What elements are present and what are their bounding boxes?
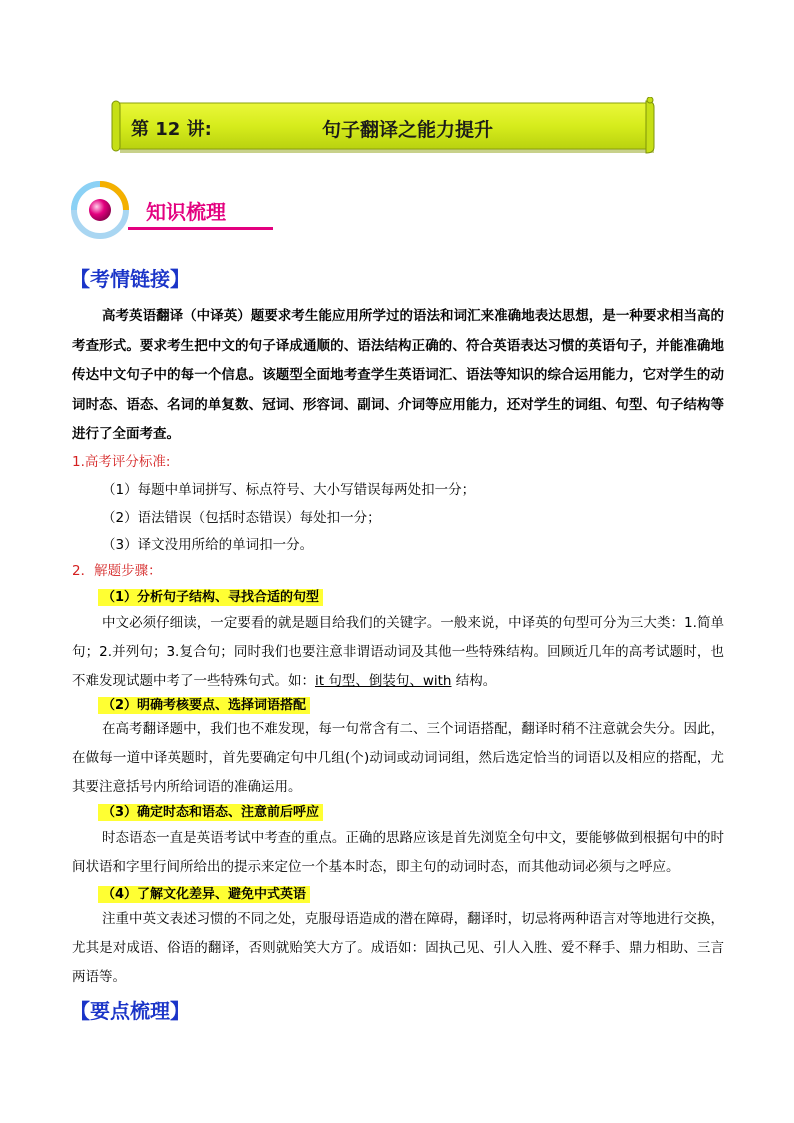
exam-section-heading: 【考情链接】 bbox=[70, 267, 190, 291]
step-text: 中文必须仔细读，一定要看的就是题目给我们的关键字。一般来说，中译英的句型可分为三大类：1.简单句；2.并列句；3.复合句；同时我们也要注意非谓语动词及其他一些特殊结构。回顾近几年的高考试题时，也不难发现试题中考了一些特殊句式。如： bbox=[72, 615, 724, 689]
step-title: （1）分析句子结构、寻找合适的句型 bbox=[98, 589, 323, 606]
lecture-title: 句子翻译之能力提升 bbox=[322, 119, 494, 141]
step-2-title-wrap bbox=[98, 694, 310, 713]
knowledge-underline bbox=[128, 227, 273, 230]
scoring-item: （2）语法错误（包括时态错误）每处扣一分； bbox=[102, 510, 381, 526]
steps-label: 2．解题步骤： bbox=[72, 563, 162, 579]
ring-icon bbox=[70, 180, 130, 240]
lecture-number: 第 12 讲: bbox=[131, 119, 212, 140]
underlined-structures: it 句型、倒装句、with bbox=[315, 673, 452, 689]
step-1-title-wrap bbox=[98, 586, 323, 605]
step-title: （4）了解文化差异、避免中式英语 bbox=[98, 886, 310, 903]
scoring-label: 1.高考评分标准: bbox=[72, 454, 171, 470]
scoring-item: （1）每题中单词拼写、标点符号、大小写错误每两处扣一分； bbox=[102, 482, 476, 498]
step-text-tail: 结构。 bbox=[451, 673, 497, 689]
points-section-heading: 【要点梳理】 bbox=[70, 999, 190, 1023]
step-3-title-wrap bbox=[98, 801, 323, 820]
step-4-title-wrap bbox=[98, 883, 310, 902]
step-1-paragraph bbox=[72, 609, 724, 696]
scoring-item: （3）译文没用所给的单词扣一分。 bbox=[102, 537, 314, 553]
knowledge-section-title: 知识梳理 bbox=[146, 200, 226, 224]
step-2-paragraph: 在高考翻译题中，我们也不难发现，每一句常含有二、三个词语搭配，翻译时稍不注意就会失分。因此，在做每一道中译英题时，首先要确定句中几组(个)动词或动词词组，然后选定恰当的词语以及相应的搭配，尤其要注意括号内所给词语的准确运用。 bbox=[72, 721, 724, 795]
step-4-paragraph: 注重中英文表述习惯的不同之处，克服母语造成的潜在障碍，翻译时，切忌将两种语言对等地进行交换，尤其是对成语、俗语的翻译，否则就贻笑大方了。成语如：固执己见、引人入胜、爱不释手、鼎力相助、三言两语等。 bbox=[72, 911, 724, 985]
exam-intro-paragraph: 高考英语翻译（中译英）题要求考生能应用所学过的语法和词汇来准确地表达思想，是一种要求相当高的考查形式。要求考生把中文的句子译成通顺的、语法结构正确的、符合英语表达习惯的英语句子，并能准确地传达中文句子中的每一个信息。该题型全面地考查学生英语词汇、语法等知识的综合运用能力，它对学生的动词时态、语态、名词的单复数、冠词、形容词、副词、介词等应用能力，还对学生的词组、句型、句子结构等进行了全面考查。 bbox=[72, 308, 724, 442]
step-title: （3）确定时态和语态、注意前后呼应 bbox=[98, 804, 323, 821]
step-3-paragraph: 时态语态一直是英语考试中考查的重点。正确的思路应该是首先浏览全句中文，要能够做到根据句中的时间状语和字里行间所给出的提示来定位一个基本时态，即主句的动词时态，而其他动词必须与之呼应。 bbox=[72, 830, 724, 875]
step-title: （2）明确考核要点、选择词语搭配 bbox=[98, 697, 310, 714]
